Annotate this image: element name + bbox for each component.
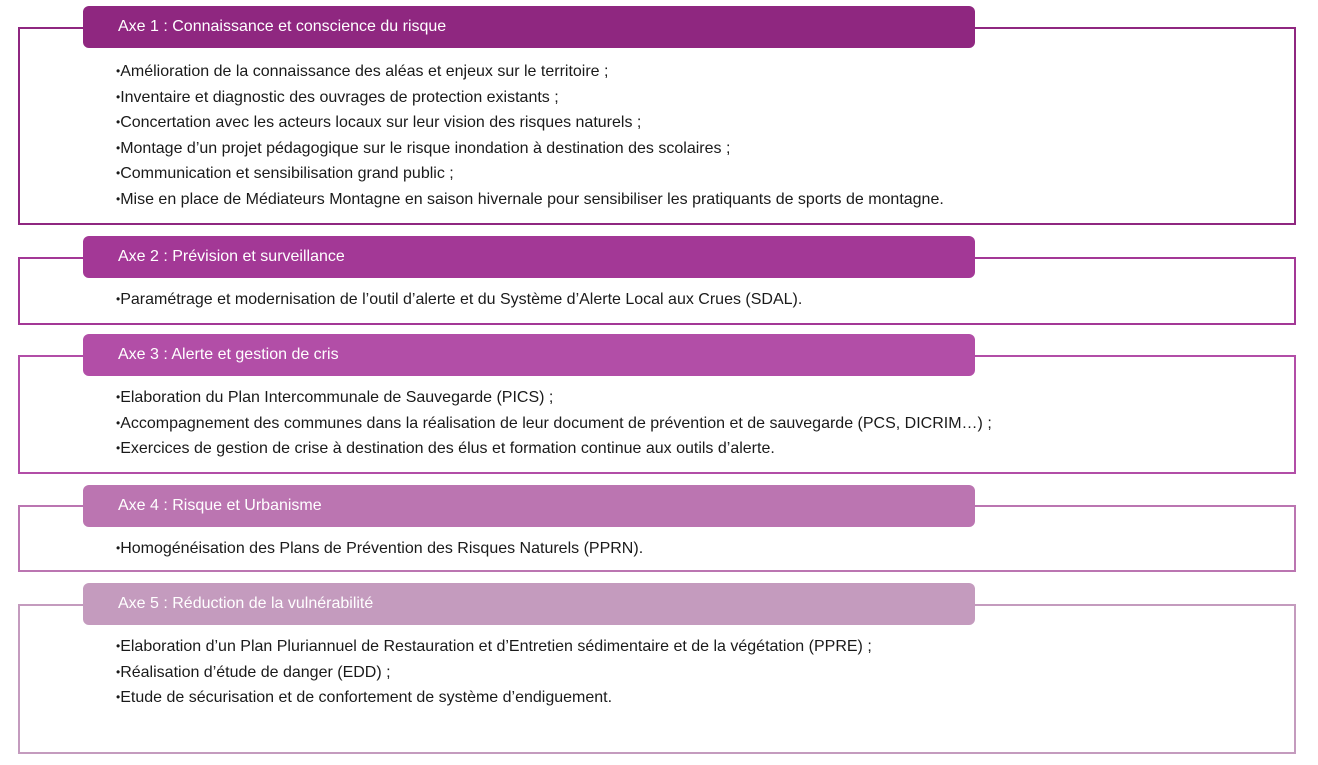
- item-text: Amélioration de la connaissance des aléas et enjeux sur le territoire ;: [120, 63, 609, 80]
- item-text: Elaboration du Plan Intercommunale de Sauvegarde (PICS) ;: [120, 389, 554, 406]
- item-text: Concertation avec les acteurs locaux sur leur vision des risques naturels ;: [120, 114, 642, 131]
- item-text: Inventaire et diagnostic des ouvrages de protection existants ;: [120, 88, 559, 106]
- axis-header: Axe 1 : Connaissance et conscience du risque: [83, 6, 975, 48]
- bullet-icon: •: [116, 441, 121, 455]
- item-text: Communication et sensibilisation grand public ;: [120, 165, 454, 182]
- list-item: [116, 110, 944, 136]
- bullet-icon: •: [116, 664, 121, 679]
- list-item: [116, 136, 944, 162]
- item-text: Elaboration d’un Plan Pluriannuel de Restauration et d’Entretien sédimentaire et de la végétation (PPRE) ;: [120, 638, 872, 655]
- bullet-icon: •: [116, 690, 121, 704]
- bullet-icon: •: [116, 292, 121, 306]
- list-item: [116, 660, 872, 686]
- axis-item-list: [116, 385, 992, 462]
- axis-header: Axe 3 : Alerte et gestion de cris: [83, 334, 975, 376]
- item-text: Exercices de gestion de crise à destination des élus et formation continue aux outils d’alerte.: [120, 440, 775, 457]
- axis-header: Axe 2 : Prévision et surveillance: [83, 236, 975, 278]
- list-item: [116, 536, 643, 562]
- list-item: [116, 187, 944, 213]
- axis-header: Axe 4 : Risque et Urbanisme: [83, 485, 975, 527]
- bullet-icon: •: [116, 89, 121, 104]
- item-text: Montage d’un projet pédagogique sur le risque inondation à destination des scolaires ;: [120, 139, 731, 157]
- list-item: [116, 411, 992, 437]
- bullet-icon: •: [116, 115, 121, 129]
- list-item: [116, 59, 944, 85]
- item-text: Mise en place de Médiateurs Montagne en saison hivernale pour sensibiliser les pratiquants de sports de montagne.: [120, 190, 944, 208]
- list-item: [116, 287, 802, 313]
- item-text: Homogénéisation des Plans de Prévention des Risques Naturels (PPRN).: [120, 540, 644, 557]
- bullet-icon: •: [116, 140, 121, 155]
- axis-header: Axe 5 : Réduction de la vulnérabilité: [83, 583, 975, 625]
- item-text: Accompagnement des communes dans la réalisation de leur document de prévention et de sauvegarde (PCS, DICRIM…) ;: [120, 414, 992, 432]
- axis-item-list: [116, 536, 643, 562]
- item-text: Réalisation d’étude de danger (EDD) ;: [120, 663, 391, 681]
- bullet-icon: •: [116, 191, 121, 206]
- item-text: Etude de sécurisation et de confortement de système d’endiguement.: [120, 689, 613, 706]
- axis-item-list: [116, 59, 944, 212]
- axis-item-list: [116, 634, 872, 711]
- bullet-icon: •: [116, 64, 121, 78]
- list-item: [116, 685, 872, 711]
- bullet-icon: •: [116, 166, 121, 180]
- item-text: Paramétrage et modernisation de l’outil d’alerte et du Système d’Alerte Local aux Crues (SDAL).: [120, 291, 803, 308]
- list-item: [116, 85, 944, 111]
- list-item: [116, 634, 872, 660]
- bullet-icon: •: [116, 390, 121, 404]
- bullet-icon: •: [116, 541, 121, 555]
- list-item: [116, 436, 992, 462]
- axis-item-list: [116, 287, 802, 313]
- list-item: [116, 385, 992, 411]
- bullet-icon: •: [116, 639, 121, 653]
- list-item: [116, 161, 944, 187]
- bullet-icon: •: [116, 415, 121, 430]
